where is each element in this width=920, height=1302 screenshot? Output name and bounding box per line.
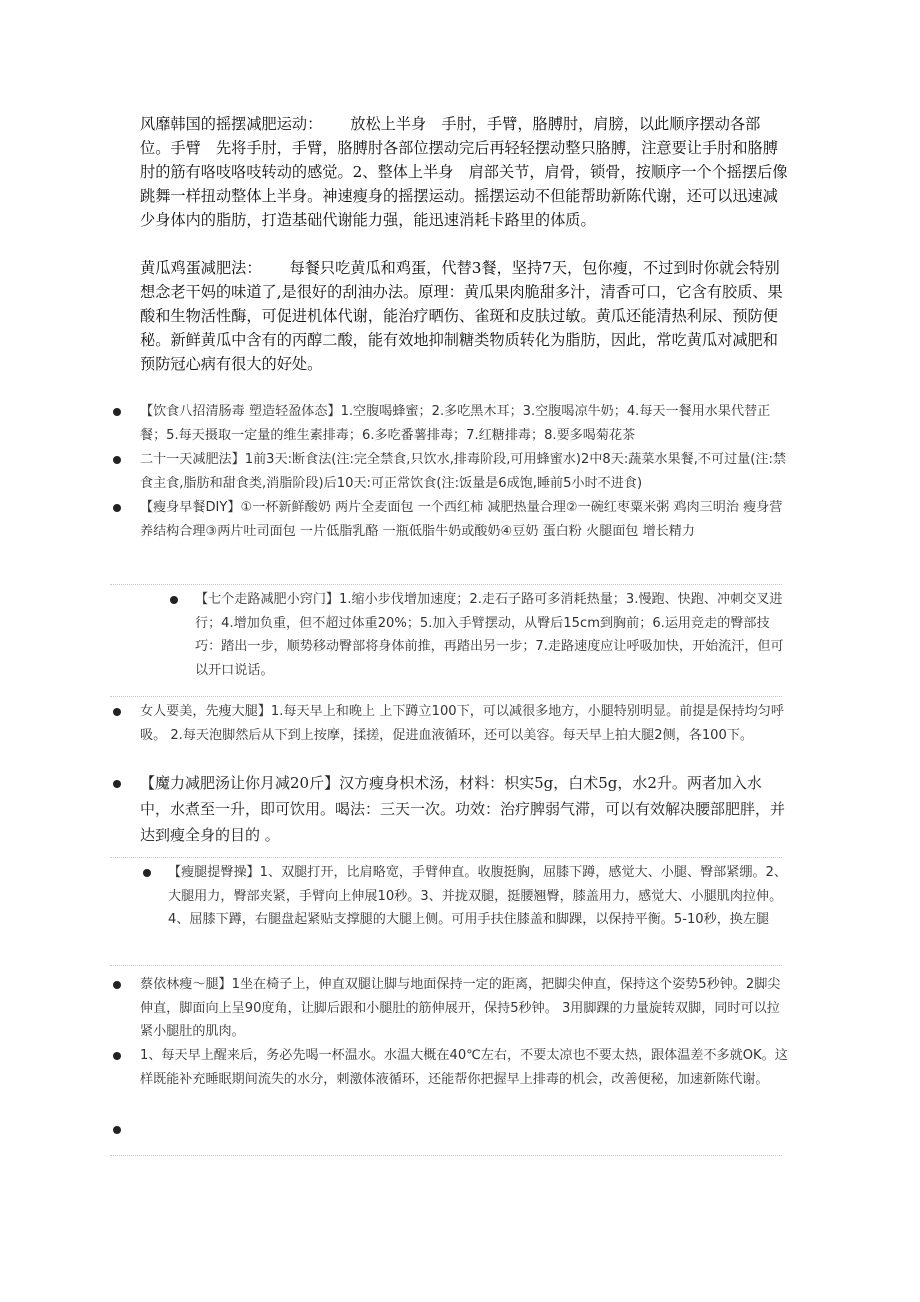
list-item-walking: 【七个走路减肥小窍门】1.缩小步伐增加速度；2.走石子路可多消耗热量；3.慢跑、快跑、冲刺交叉进行；4.增加负重，但不超过体重20%；5.加入手臂摆动，从臀后15cm到胸前；6.运用竞走的臀部技巧：踏出一步，顺势移动臀部将身体前推，再踏出另一步；7.走路速度应让呼吸加快，开始流汗，但可以开口说话。: [195, 592, 784, 678]
list-item-diet-eight: 【饮食八招清肠毒 塑造轻盈体态】1.空腹喝蜂蜜；2.多吃黑木耳；3.空腹喝凉牛奶；4.每天一餐用水果代替正餐；5.每天摄取一定量的维生素排毒；6.多吃番薯排毒；7.红糖排毒；8.要多喝菊花茶: [140, 404, 771, 443]
list-item-thighs: 女人要美，先瘦大腿】1.每天早上和晚上 上下蹲立100下，可以减很多地方，小腿特别明显。前提是保持均匀呼吸。 2.每天泡脚然后从下到上按摩，揉搓，促进血液循环，还可以美容。每天早上拍大腿2侧，各100下。: [140, 704, 784, 743]
cucumber-body: 每餐只吃黄瓜和鸡蛋，代替3餐，坚持7天，包你瘦，不过到时你就会特别想念老干妈的味道了,是很好的刮油办法。原理：黄瓜果肉脆甜多汁，清香可口，它含有胶质、果酸和生物活性酶，可促进机体代谢，能治疗晒伤、雀斑和皮肤过敏。黄瓜还能清热利尿、预防便秘。新鲜黄瓜中含有的丙醇二酸，能有效地抑制糖类物质转化为脂肪，因此，常吃黄瓜对减肥和预防冠心病有很大的好处。: [140, 259, 783, 373]
bullet-dot: [113, 456, 121, 464]
separator: [110, 965, 782, 966]
separator: [110, 857, 782, 858]
bullet-dot: [113, 981, 121, 989]
bullet-dot: [113, 708, 121, 716]
list-item-soup: 【魔力减肥汤让你月减20斤】汉方瘦身枳术汤，材料：枳实5g，白术5g，水2升。两者加入水中，水煮至一升，即可饮用。喝法：三天一次。功效：治疗脾弱气滞，可以有效解决腰部肥胖，并达到瘦全身的目的 。: [140, 774, 786, 844]
bullet-dot: [170, 596, 178, 604]
list-item-leg-exercise: 【瘦腿提臀操】1、双腿打开，比肩略宽，手臂伸直。收腹挺胸，屈膝下蹲，感觉大、小腿、臀部紧绷。2、大腿用力，臀部夹紧，手臂向上伸展10秒。3、并拢双腿，挺腰翘臀，膝盖用力，感觉大、小腿肌肉拉伸。4、屈膝下蹲，右腿盘起紧贴支撑腿的大腿上侧。可用手扶住膝盖和脚踝，以保持平衡。5-10秒，换左腿: [168, 865, 787, 927]
list-item-warm-water: 1、每天早上醒来后，务必先喝一杯温水。水温大概在40℃左右，不要太凉也不要太热，跟体温差不多就OK。这样既能补充睡眠期间流失的水分，刺激体液循环，还能帮你把握早上排毒的机会，改善便秘，加速新陈代谢。: [140, 1048, 788, 1087]
swing-paragraph: [140, 112, 788, 232]
bullet-dot: [113, 504, 121, 512]
swing-body: 放松上半身 手肘，手臂，胳膊肘，肩膀，以此顺序摆动各部位。手臂 先将手肘，手臂，胳膊肘各部位摆动完后再轻轻摆动整只胳膊，注意要让手肘和胳膊肘的筋有咯吱咯吱转动的感觉。2、整体上半身 肩部关节，肩骨，锁骨，按顺序一个个摇摆后像跳舞一样扭动整体上半身。神速瘦身的摇摆运动。摇摆运动不但能帮助新陈代谢，还可以迅速减少身体内的脂肪，打造基础代谢能力强，能迅速消耗卡路里的体质。: [140, 115, 788, 229]
list-item-calf: 蔡依林瘦～腿】1坐在椅子上，伸直双腿让脚与地面保持一定的距离，把脚尖伸直，保持这个姿势5秒钟。2脚尖伸直，脚面向上呈90度角，让脚后跟和小腿肚的筋伸展开，保持5秒钟。 3用脚踝的力量旋转双脚，同时可以拉紧小腿肚的肌肉。: [140, 977, 781, 1039]
separator: [110, 584, 782, 585]
cucumber-lead: 黄瓜鸡蛋减肥法：: [140, 259, 262, 277]
swing-lead: 风靡韩国的摇摆减肥运动：: [140, 115, 323, 133]
bullet-dot: [113, 1052, 121, 1060]
bullet-dot: [143, 869, 151, 877]
list-item-21-day: 二十一天减肥法】1前3天:断食法(注:完全禁食,只饮水,排毒阶段,可用蜂蜜水)2中8天:蔬菜水果餐,不可过量(注:禁食主食,脂肪和甜食类,消脂阶段)后10天:可正常饮食(注:饭量是6成饱,睡前5小时不进食): [140, 452, 786, 491]
separator: [110, 696, 782, 697]
cucumber-paragraph: [140, 256, 788, 376]
list-item-breakfast: 【瘦身早餐DIY】①一杯新鲜酸奶 两片全麦面包 一个西红柿 减肥热量合理②一碗红枣粟米粥 鸡肉三明治 瘦身营养结构合理③两片吐司面包 一片低脂乳酪 一瓶低脂牛奶或酸奶④豆奶 蛋白粉 火腿面包 增长精力: [140, 500, 783, 539]
separator: [110, 1155, 782, 1156]
bullet-dot: [113, 1126, 121, 1134]
bullet-dot: [113, 780, 121, 788]
bullet-dot: [113, 408, 121, 416]
